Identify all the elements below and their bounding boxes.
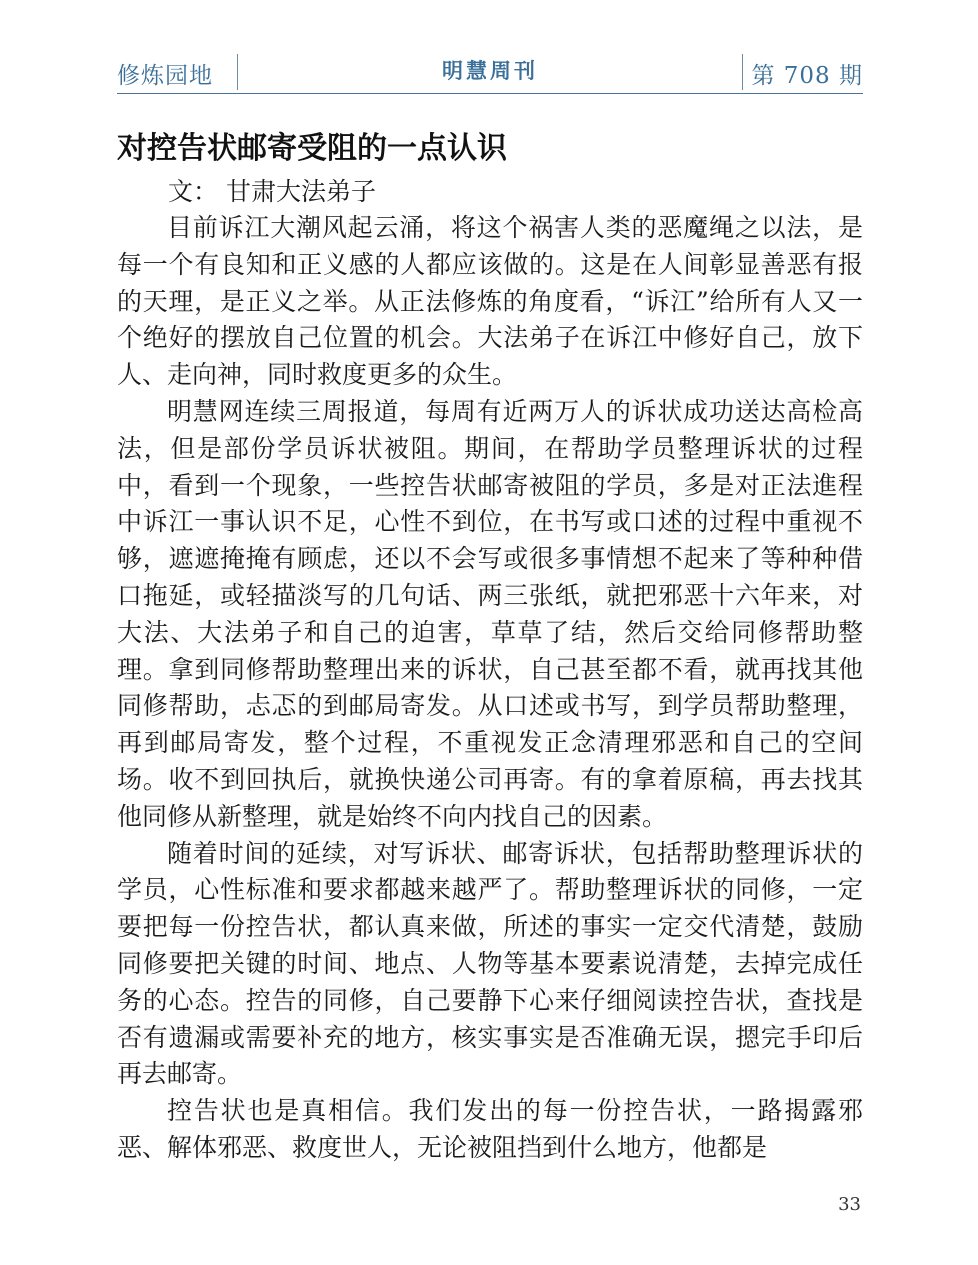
paragraph: 控告状也是真相信。我们发出的每一份控告状，一路揭露邪恶、解体邪恶、救度世人，无论被阻挡到什么地方，他都是 bbox=[117, 1096, 863, 1162]
page-number: 33 bbox=[838, 1194, 861, 1215]
publication-name: 明慧周刊 bbox=[442, 59, 538, 83]
article-author: 文： 甘肃大法弟子 bbox=[168, 177, 376, 206]
page-header bbox=[117, 48, 863, 93]
paragraph: 目前诉江大潮风起云涌，将这个祸害人类的恶魔绳之以法，是每一个有良知和正义感的人都应该做的。这是在人间彰显善恶有报的天理，是正义之举。从正法修炼的角度看，“诉江”给所有人又一个绝好的摆放自己位置的机会。大法弟子在诉江中修好自己，放下人、走向神，同时救度更多的众生。 bbox=[117, 213, 863, 390]
header-divider-right bbox=[742, 54, 743, 90]
article-title: 对控告状邮寄受阻的一点认识 bbox=[117, 131, 507, 166]
paragraph: 随着时间的延续，对写诉状、邮寄诉状，包括帮助整理诉状的学员，心性标准和要求都越来越严了。帮助整理诉状的同修，一定要把每一份控告状，都认真来做，所述的事实一定交代清楚，鼓励同修要把关键的时间、地点、人物等基本要素说清楚，去掉完成任务的心态。控告的同修，自己要静下心来仔细阅读控告状，查找是否有遗漏或需要补充的地方，核实事实是否准确无误，摁完手印后再去邮寄。 bbox=[117, 838, 863, 1089]
header-rule bbox=[117, 93, 863, 94]
paragraph: 明慧网连续三周报道，每周有近两万人的诉状成功送达高检高法，但是部份学员诉状被阻。期间，在帮助学员整理诉状的过程中，看到一个现象，一些控告状邮寄被阻的学员，多是对正法進程中诉江一事认识不足，心性不到位，在书写或口述的过程中重视不够，遮遮掩掩有顾虑，还以不会写或很多事情想不起来了等种种借口拖延，或轻描淡写的几句话、两三张纸，就把邪恶十六年来，对大法、大法弟子和自己的迫害，草草了结，然后交给同修帮助整理。拿到同修帮助整理出来的诉状，自己甚至都不看，就再找其他同修帮助，忐忑的到邮局寄发。从口述或书写，到学员帮助整理，再到邮局寄发，整个过程，不重视发正念清理邪恶和自己的空间场。收不到回执后，就换快递公司再寄。有的拿着原稿，再去找其他同修从新整理，就是始终不向内找自己的因素。 bbox=[117, 396, 863, 831]
article-body bbox=[117, 210, 863, 1167]
section-name: 修炼园地 bbox=[117, 63, 213, 89]
issue-number: 第 708 期 bbox=[751, 63, 863, 89]
